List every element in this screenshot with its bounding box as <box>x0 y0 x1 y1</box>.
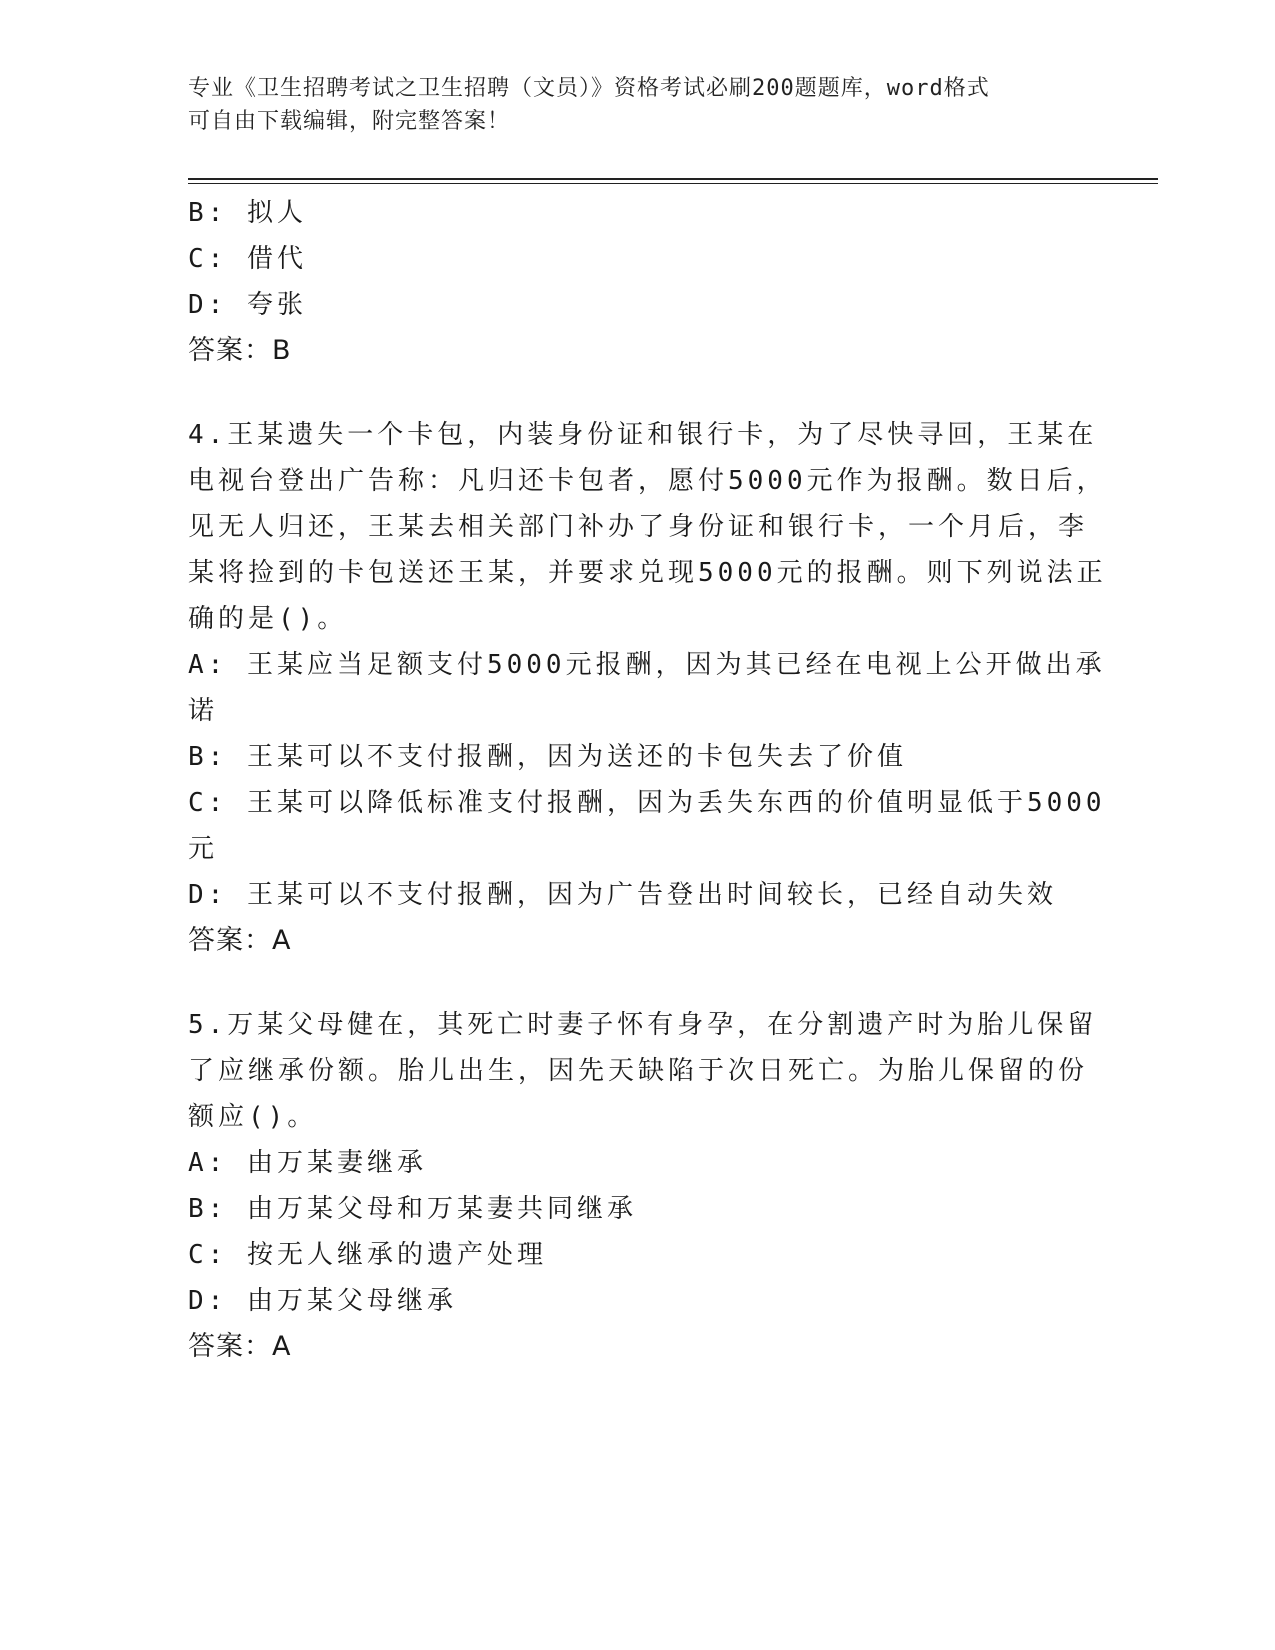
answer: 答案：A <box>188 925 292 956</box>
option-a-wrap: 诺 <box>188 696 219 726</box>
header-rule <box>188 178 1158 180</box>
question-text-line: 5.万某父母健在，其死亡时妻子怀有身孕，在分割遗产时为胎儿保留 <box>188 1010 1098 1040</box>
question-text-line: 了应继承份额。胎儿出生，因先天缺陷于次日死亡。为胎儿保留的份 <box>188 1056 1089 1086</box>
option-c: C: 王某可以降低标准支付报酬，因为丢失东西的价值明显低于5000 <box>188 788 1106 818</box>
option-b: B: 由万某父母和万某妻共同继承 <box>188 1194 637 1224</box>
option-c: C: 按无人继承的遗产处理 <box>188 1240 547 1270</box>
question-3-options <box>188 190 1088 374</box>
option-b: B: 王某可以不支付报酬，因为送还的卡包失去了价值 <box>188 742 907 772</box>
question-text-line: 确的是()。 <box>188 604 348 634</box>
option-b: B: 拟人 <box>188 198 307 228</box>
document-body <box>188 190 1107 1370</box>
answer: 答案：A <box>188 1331 292 1362</box>
question-text-line: 4.王某遗失一个卡包，内装身份证和银行卡，为了尽快寻回，王某在 <box>188 420 1098 450</box>
option-a: A: 王某应当足额支付5000元报酬，因为其已经在电视上公开做出承 <box>188 650 1106 680</box>
option-c: C: 借代 <box>188 244 307 274</box>
option-d: D: 由万某父母继承 <box>188 1286 457 1316</box>
question-text-line: 电视台登出广告称：凡归还卡包者，愿付5000元作为报酬。数日后， <box>188 466 1107 496</box>
answer: 答案：B <box>188 335 292 366</box>
option-a: A: 由万某妻继承 <box>188 1148 427 1178</box>
option-c-wrap: 元 <box>188 834 219 864</box>
option-d: D: 王某可以不支付报酬，因为广告登出时间较长，已经自动失效 <box>188 880 1057 910</box>
option-d: D: 夸张 <box>188 290 307 320</box>
question-4 <box>188 412 1107 964</box>
header-rule-thin <box>188 183 1158 184</box>
header-line-1: 专业《卫生招聘考试之卫生招聘（文员）》资格考试必刷200题题库，word格式 <box>188 76 990 101</box>
page-header <box>188 72 1068 138</box>
question-5 <box>188 1002 1098 1370</box>
header-line-2: 可自由下载编辑，附完整答案！ <box>188 109 511 134</box>
question-text-line: 额应()。 <box>188 1102 318 1132</box>
question-text-line: 见无人归还，王某去相关部门补办了身份证和银行卡，一个月后，李 <box>188 512 1089 542</box>
question-text-line: 某将捡到的卡包送还王某，并要求兑现5000元的报酬。则下列说法正 <box>188 558 1107 588</box>
